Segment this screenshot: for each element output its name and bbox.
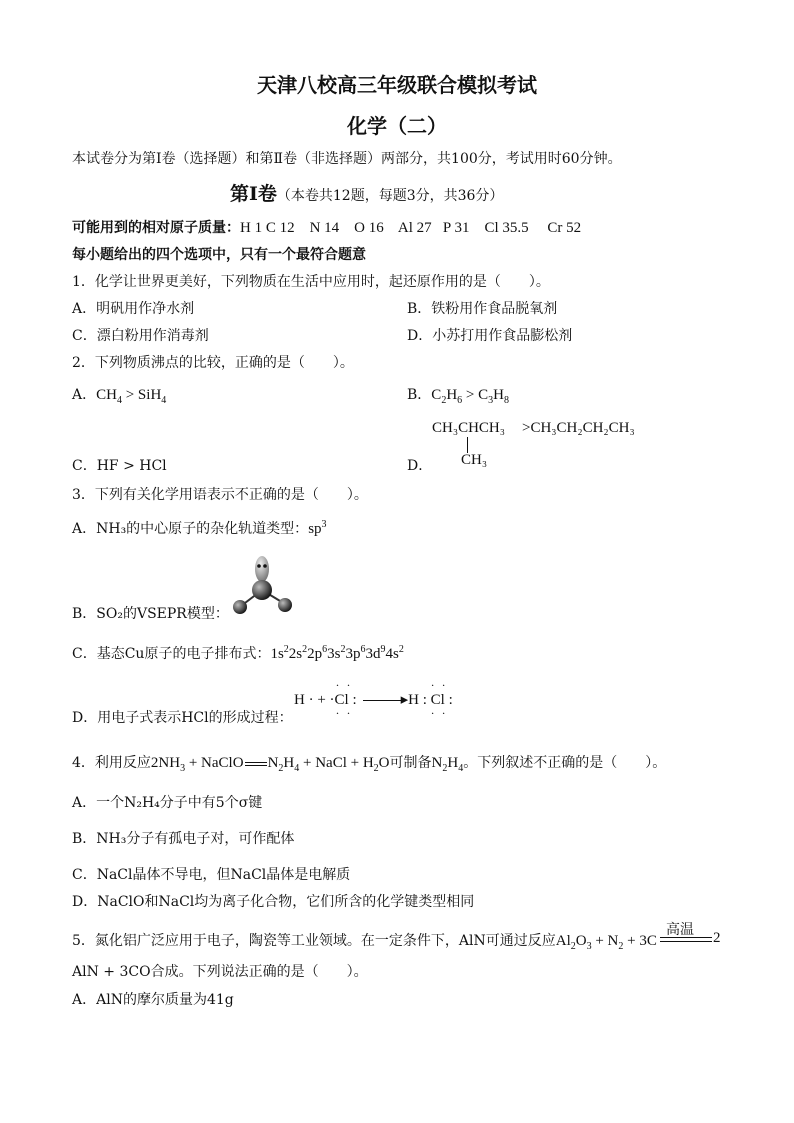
q2-option-b (407, 384, 509, 406)
q2-stem: 2．下列物质沸点的比较，正确的是（ ）。 (72, 355, 354, 371)
q2-option-c: C．HF > HCl (72, 458, 167, 474)
q2-option-b-formula: $C_2H_6 > C_3H_8$ (431, 387, 509, 406)
q5-stem (72, 930, 657, 952)
q1-option-b: B．铁粉用作食品脱氧剂 (407, 301, 558, 317)
q2-option-a-label: A． (72, 387, 97, 403)
instruction: 每小题给出的四个选项中，只有一个最符合题意 (72, 247, 366, 263)
subject-title: 化学（二） (347, 114, 447, 138)
q4-stem-part1: 4．利用反应 (72, 755, 151, 771)
q2-d-branch-bond (467, 437, 468, 453)
q4-option-c: C．NaCl晶体不导电，但NaCl晶体是电解质 (72, 867, 351, 883)
q2-d-left-structure: CH₃CHCH₃ (432, 420, 505, 436)
exam-intro: 本试卷分为第Ⅰ卷（选择题）和第Ⅱ卷（非选择题）两部分，共100分，考试用时60分钟。 (72, 151, 622, 167)
q5-equals-sign (660, 937, 712, 942)
section-heading (230, 179, 503, 206)
q4-option-b: B．NH₃分子有孤电子对，可作配体 (72, 831, 295, 847)
q5-stem-line2: AlN + 3CO合成。下列说法正确的是（ ）。 (72, 964, 368, 980)
q4-product: $N_2H_4$ (431, 755, 464, 774)
q5-reaction-lhs: $Al_2O_3 + N_2 + 3C$ (555, 933, 657, 952)
atomic-masses-label: 可能用到的相对原子质量： (72, 220, 240, 236)
q2-d-right-structure: >CH₃CH₂CH₂CH₃ (522, 420, 635, 436)
q3-option-b: B．SO₂的VSEPR模型： (72, 606, 229, 622)
q4-stem (72, 752, 666, 774)
q4-stem-part3: 。下列叙述不正确的是（ ）。 (463, 755, 667, 771)
q5-condition: 高温 (666, 922, 694, 938)
q3-option-a (72, 518, 327, 538)
q1-stem: 1．化学让世界更美好，下列物质在生活中应用时，起还原作用的是（ ）。 (72, 274, 550, 290)
q4-option-d: D．NaClO和NaCl均为离子化合物，它们所含的化学键类型相同 (72, 894, 475, 910)
q2-option-a (72, 384, 166, 406)
q3-option-a-formula: $sp^3$ (308, 519, 327, 537)
so2-vsepr-model-image (228, 552, 298, 616)
section-heading-note: （本卷共12题，每题3分，共36分） (276, 188, 504, 204)
q5-option-a: A．AlN的摩尔质量为41g (72, 992, 234, 1008)
q3-stem: 3．下列有关化学用语表示不正确的是（ ）。 (72, 487, 368, 503)
q5-coefficient: 2 (713, 930, 721, 946)
exam-title: 天津八校高三年级联合模拟考试 (257, 73, 537, 97)
q2-option-a-formula: $CH_4 > SiH_4$ (96, 387, 167, 406)
q2-option-b-label: B． (407, 387, 432, 403)
section-heading-main: 第Ⅰ卷 (230, 183, 277, 205)
q3-option-c-text: C．基态Cu原子的电子排布式： (72, 646, 271, 662)
q1-option-c: C．漂白粉用作消毒剂 (72, 328, 209, 344)
atomic-masses-values: H 1 C 12 N 14 O 16 Al 27 P 31 Cl 35.5 Cr 52 (240, 220, 582, 236)
q4-option-a: A．一个N₂H₄分子中有5个σ键 (72, 795, 263, 811)
q3-option-a-text: A．NH₃的中心原子的杂化轨道类型： (72, 521, 309, 537)
hcl-electron-dot-formation: H · + ·Cl : · · · · ▸H : Cl : · · · · (294, 678, 453, 720)
q3-option-c-config: $1s^22s^22p^63s^23p^63d^94s^2$ (270, 644, 404, 662)
q4-reaction-equation: $2NH_3$ + NaClO $N_2H_4$ + NaCl + $H_2O$ (150, 755, 390, 774)
q4-stem-part2: 可制备 (389, 755, 432, 771)
q3-option-d: D．用电子式表示HCl的形成过程： (72, 710, 293, 726)
q2-option-d-label: D． (407, 458, 433, 474)
q1-option-d: D．小苏打用作食品膨松剂 (407, 328, 573, 344)
q2-d-branch: CH₃ (461, 452, 488, 468)
q1-option-a: A．明矾用作净水剂 (72, 301, 195, 317)
q5-stem-part1: 5．氮化铝广泛应用于电子，陶瓷等工业领域。在一定条件下，AlN可通过反应 (72, 933, 556, 949)
q3-option-c (72, 643, 404, 663)
atomic-masses (72, 217, 581, 237)
